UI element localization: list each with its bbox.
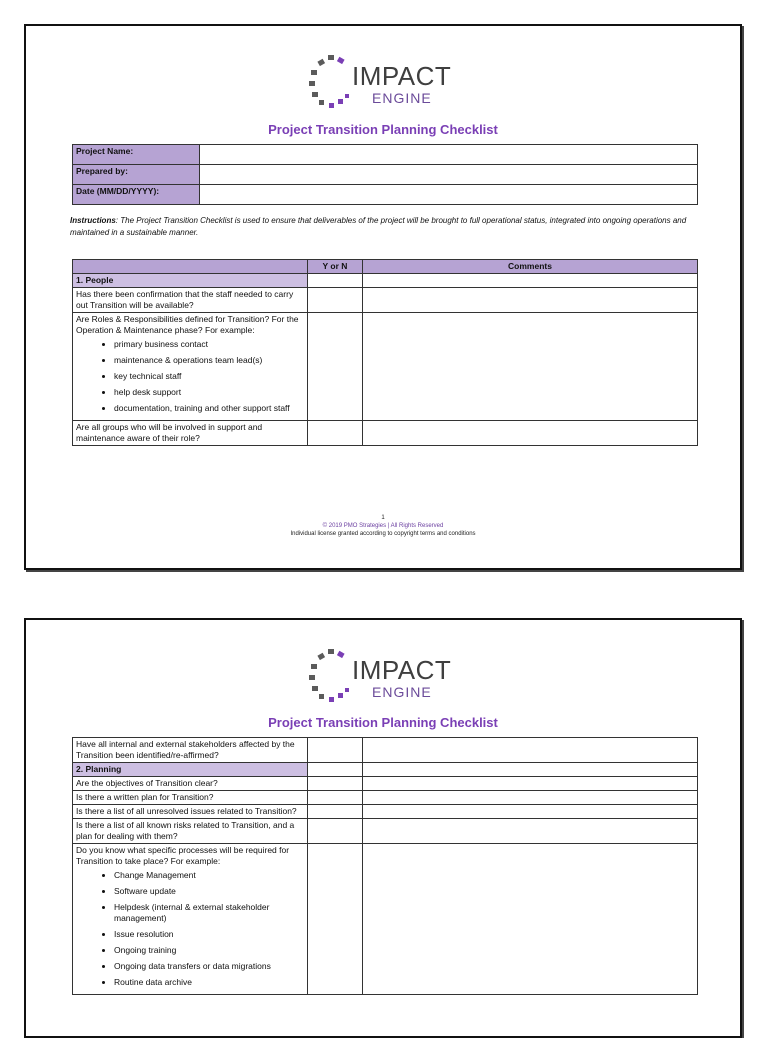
comments-cell[interactable] xyxy=(363,844,698,995)
yn-cell[interactable] xyxy=(308,763,363,777)
bullet-item: • Issue resolution xyxy=(114,929,304,940)
bullet-item: • maintenance & operations team lead(s) xyxy=(114,355,304,366)
section-title: 2. Planning xyxy=(73,763,308,777)
comments-cell[interactable] xyxy=(363,819,698,844)
bullet-item: • Change Management xyxy=(114,870,304,881)
bullet-item: • documentation, training and other support staff xyxy=(114,403,304,414)
yn-cell[interactable] xyxy=(308,844,363,995)
comments-column-header: Comments xyxy=(363,260,698,274)
yn-cell[interactable] xyxy=(308,819,363,844)
impact-engine-logo xyxy=(308,647,458,705)
checklist-table-page-1 xyxy=(72,259,698,446)
comments-cell[interactable] xyxy=(363,791,698,805)
yn-cell[interactable] xyxy=(308,805,363,819)
bullet-item: • help desk support xyxy=(114,387,304,398)
gear-ring-icon xyxy=(308,647,352,703)
question-text: Is there a written plan for Transition? xyxy=(73,791,308,805)
comments-cell[interactable] xyxy=(363,313,698,421)
question-text: Do you know what specific processes will be required for Transition to take place? For example: xyxy=(76,845,290,866)
logo-wordmark-impact: IMPACT xyxy=(352,655,452,685)
checklist-row xyxy=(73,844,698,995)
bullet-item: • Ongoing training xyxy=(114,945,304,956)
date-field[interactable] xyxy=(200,185,698,205)
yn-cell[interactable] xyxy=(308,738,363,763)
comments-cell[interactable] xyxy=(363,777,698,791)
section-title: 1. People xyxy=(73,274,308,288)
prepared-by-field[interactable] xyxy=(200,165,698,185)
project-name-row xyxy=(73,145,698,165)
bullet-item: • Helpdesk (internal & external stakeholder management) xyxy=(114,902,304,924)
yn-cell[interactable] xyxy=(308,421,363,446)
instructions-label: Instructions xyxy=(70,216,116,225)
question-text: Has there been confirmation that the staff needed to carry out Transition will be available? xyxy=(73,288,308,313)
checklist-table-page-2 xyxy=(72,737,698,995)
comments-cell[interactable] xyxy=(363,288,698,313)
section-row-planning xyxy=(73,763,698,777)
instructions-paragraph xyxy=(70,215,710,239)
bullet-list xyxy=(76,870,304,988)
bullet-item: • Routine data archive xyxy=(114,977,304,988)
question-text: Is there a list of all unresolved issues related to Transition? xyxy=(73,805,308,819)
checklist-row xyxy=(73,313,698,421)
bullet-item: • primary business contact xyxy=(114,339,304,350)
comments-cell[interactable] xyxy=(363,738,698,763)
yn-cell[interactable] xyxy=(308,313,363,421)
license-text: Individual license granted according to copyright terms and conditions xyxy=(290,531,476,537)
project-name-field[interactable] xyxy=(200,145,698,165)
question-text: Are Roles & Responsibilities defined for Transition? For the Operation & Maintenance phase? For example: xyxy=(76,314,299,335)
page-number: 1 xyxy=(381,515,385,521)
prepared-by-row xyxy=(73,165,698,185)
project-name-label: Project Name: xyxy=(73,145,200,165)
comments-cell[interactable] xyxy=(363,763,698,777)
date-label: Date (MM/DD/YYYY): xyxy=(73,185,200,205)
comments-cell[interactable] xyxy=(363,805,698,819)
checklist-row xyxy=(73,777,698,791)
question-cell xyxy=(73,844,308,995)
logo-wordmark-engine: ENGINE xyxy=(372,90,432,106)
yn-cell[interactable] xyxy=(308,777,363,791)
comments-cell[interactable] xyxy=(363,274,698,288)
bullet-list xyxy=(76,339,304,414)
bullet-item: • Software update xyxy=(114,886,304,897)
checklist-row xyxy=(73,288,698,313)
instructions-text: : The Project Transition Checklist is used to ensure that deliverables of the project will be brought to full operational status, integrated into ongoing operations and maintained in a sustainable manner. xyxy=(70,216,687,237)
document-title: Project Transition Planning Checklist xyxy=(268,122,498,137)
impact-engine-logo xyxy=(308,53,458,111)
gear-ring-icon xyxy=(308,53,352,109)
yn-cell[interactable] xyxy=(308,288,363,313)
project-info-table xyxy=(72,144,698,205)
question-column-header xyxy=(73,260,308,274)
checklist-row xyxy=(73,738,698,763)
question-text: Have all internal and external stakeholders affected by the Transition been identified/re-affirmed? xyxy=(73,738,308,763)
date-row xyxy=(73,185,698,205)
checklist-row xyxy=(73,791,698,805)
prepared-by-label: Prepared by: xyxy=(73,165,200,185)
section-row-people xyxy=(73,274,698,288)
yn-cell[interactable] xyxy=(308,274,363,288)
bullet-item: • Ongoing data transfers or data migrations xyxy=(114,961,304,972)
checklist-header-row xyxy=(73,260,698,274)
yn-cell[interactable] xyxy=(308,791,363,805)
checklist-row xyxy=(73,421,698,446)
comments-cell[interactable] xyxy=(363,421,698,446)
question-text: Is there a list of all known risks related to Transition, and a plan for dealing with them? xyxy=(73,819,308,844)
checklist-row xyxy=(73,819,698,844)
logo-wordmark-engine: ENGINE xyxy=(372,684,432,700)
checklist-row xyxy=(73,805,698,819)
question-text: Are all groups who will be involved in support and maintenance aware of their role? xyxy=(73,421,308,446)
document-page-2 xyxy=(24,618,742,1038)
document-title: Project Transition Planning Checklist xyxy=(268,715,498,730)
document-page-1 xyxy=(24,24,742,570)
yn-column-header: Y or N xyxy=(308,260,363,274)
bullet-item: • key technical staff xyxy=(114,371,304,382)
question-text: Are the objectives of Transition clear? xyxy=(73,777,308,791)
page-footer xyxy=(26,514,740,538)
copyright-text: © 2019 PMO Strategies | All Rights Reserved xyxy=(322,523,444,529)
question-cell xyxy=(73,313,308,421)
logo-wordmark-impact: IMPACT xyxy=(352,61,452,91)
